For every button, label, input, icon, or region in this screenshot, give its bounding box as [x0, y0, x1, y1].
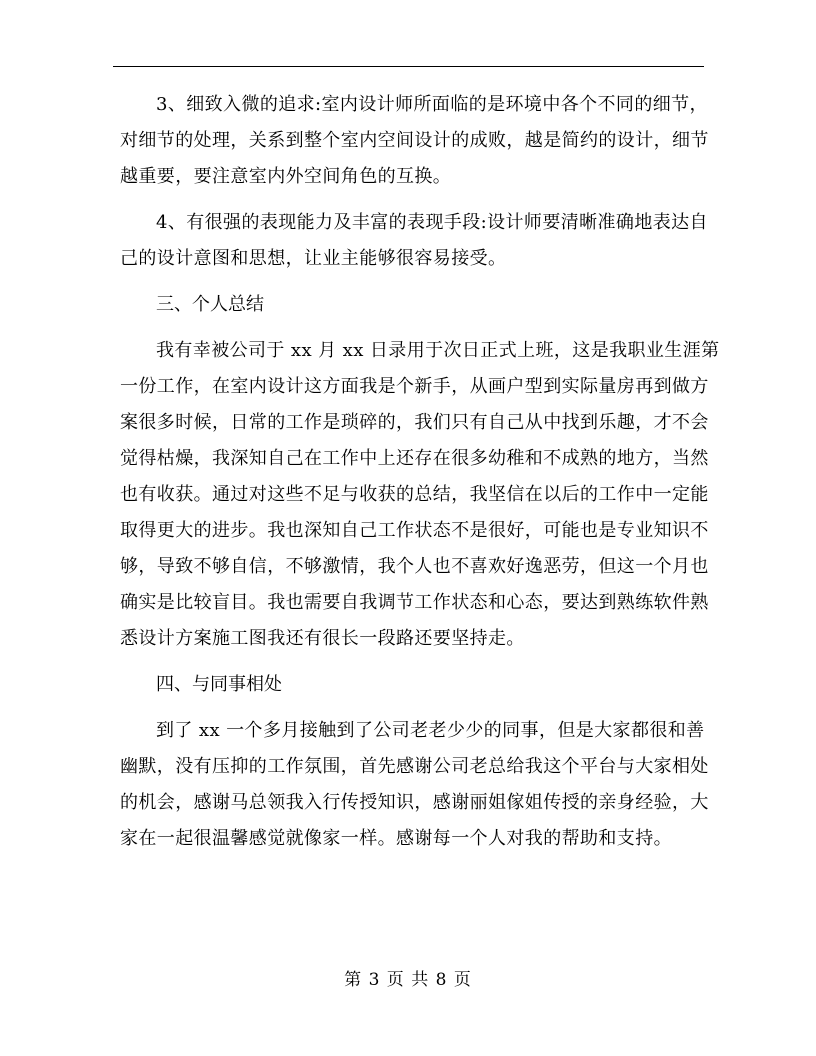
paragraph-colleagues: 到了 xx 一个多月接触到了公司老老少少的同事，但是大家都很和善幽默，没有压抑的工作氛围，首先感谢公司老总给我这个平台与大家相处的机会，感谢马总领我入行传授知识，感谢丽姐傢姐传授的亲身经验，大家在一起很温馨感觉就像家一样。感谢每一个人对我的帮助和支持。: [120, 720, 709, 849]
header-rule: [113, 66, 704, 67]
document-body: [120, 87, 720, 857]
section-heading-colleagues: 四、与同事相处: [156, 674, 282, 695]
paragraph-personal-summary: 我有幸被公司于 xx 月 xx 日录用于次日正式上班，这是我职业生涯第一份工作，在室内设计这方面我是个新手，从画户型到实际量房再到做方案很多时候，日常的工作是琐碎的，我们只有自己从中找到乐趣，才不会觉得枯燥，我深知自己在工作中上还存在很多幼稚和不成熟的地方，当然也有收获。通过对这些不足与收获的总结，我坚信在以后的工作中一定能取得更大的进步。我也深知自己工作状态不是很好，可能也是专业知识不够，导致不够自信，不够激情，我个人也不喜欢好逸恶劳，但这一个月也确实是比较盲目。我也需要自我调节工作状态和心态，要达到熟练软件熟悉设计方案施工图我还有很长一段路还要坚持走。: [120, 340, 720, 649]
section-heading-personal-summary: 三、个人总结: [156, 294, 264, 315]
page-number: 第 3 页 共 8 页: [344, 970, 472, 990]
paragraph-detail-pursuit: 3、细致入微的追求:室内设计师所面临的是环境中各个不同的细节，对细节的处理，关系到整个室内空间设计的成败，越是简约的设计，细节越重要，要注意室内外空间角色的互换。: [120, 94, 709, 187]
paragraph-expression-ability: 4、有很强的表现能力及丰富的表现手段:设计师要清晰准确地表达自己的设计意图和思想，让业主能够很容易接受。: [120, 212, 708, 269]
